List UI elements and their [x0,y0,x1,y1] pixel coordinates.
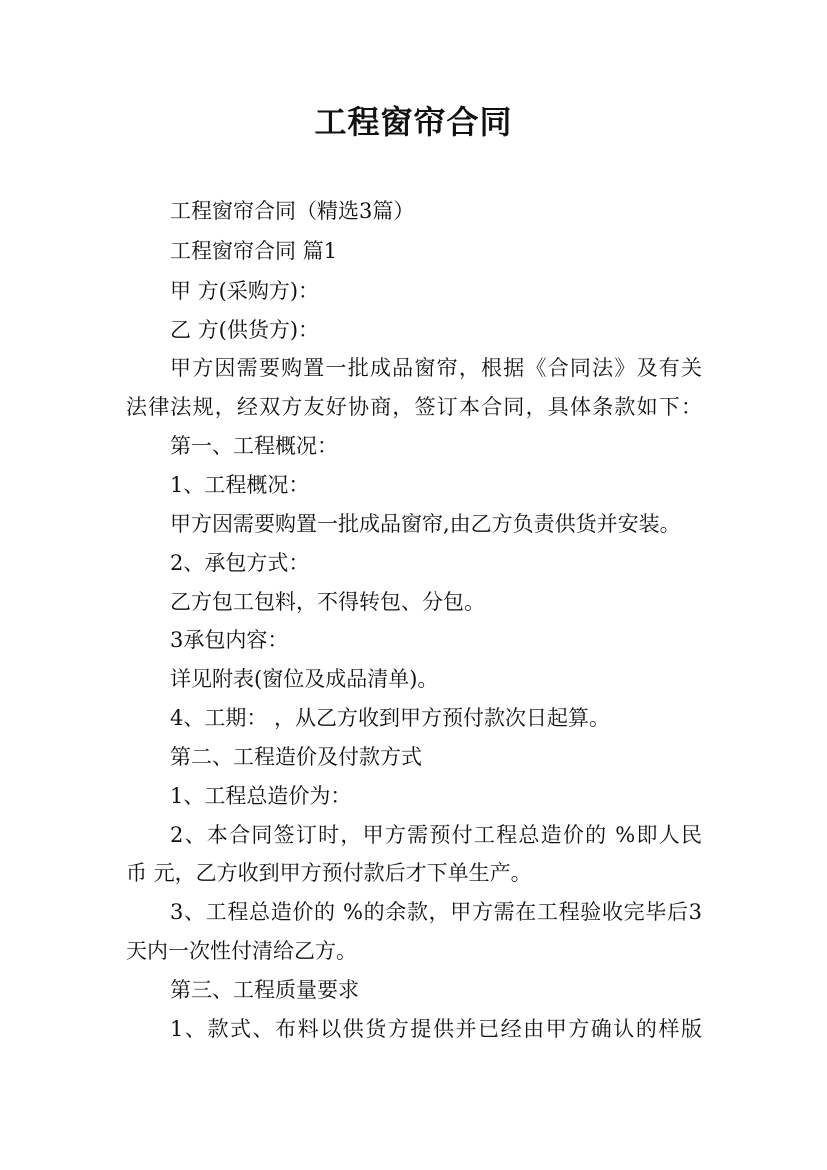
paragraph-line: 甲方因需要购置一批成品窗帘，根据《合同法》及有关 [170,356,702,380]
document-title: 工程窗帘合同 [314,103,513,141]
paragraph-line: 工程窗帘合同 篇1 [170,239,338,263]
paragraph-line: 法律法规，经双方友好协商，签订本合同，具体条款如下： [126,395,702,419]
paragraph-line: 1、款式、布料以供货方提供并已经由甲方确认的样版 [170,1017,702,1041]
paragraph-line: 第二、工程造价及付款方式 [170,745,422,769]
paragraph-line: 2、本合同签订时，甲方需预付工程总造价的 %即人民 [170,823,702,847]
paragraph-line: 工程窗帘合同（精选3篇） [170,199,415,223]
paragraph-line: 币 元，乙方收到甲方预付款后才下单生产。 [126,861,532,885]
paragraph-line: 2、承包方式： [170,551,310,575]
paragraph-line: 第一、工程概况： [170,434,338,458]
paragraph-line: 天内一次性付清给乙方。 [126,939,357,963]
paragraph-line: 4、工期： ，从乙方收到甲方预付款次日起算。 [170,706,611,730]
paragraph-line: 乙方包工包料，不得转包、分包。 [170,590,485,614]
paragraph-line: 1、工程总造价为： [170,784,352,808]
paragraph-line: 甲 方(采购方)： [170,279,320,303]
paragraph-line: 第三、工程质量要求 [170,978,359,1002]
paragraph-line: 乙 方(供货方)： [170,318,320,342]
paragraph-line: 3承包内容： [170,628,289,652]
paragraph-line: 1、工程概况： [170,473,310,497]
paragraph-line: 详见附表(窗位及成品清单)。 [170,667,439,691]
paragraph-line: 甲方因需要购置一批成品窗帘,由乙方负责供货并安装。 [170,512,681,536]
paragraph-line: 3、工程总造价的 %的余款，甲方需在工程验收完毕后3 [170,900,702,924]
